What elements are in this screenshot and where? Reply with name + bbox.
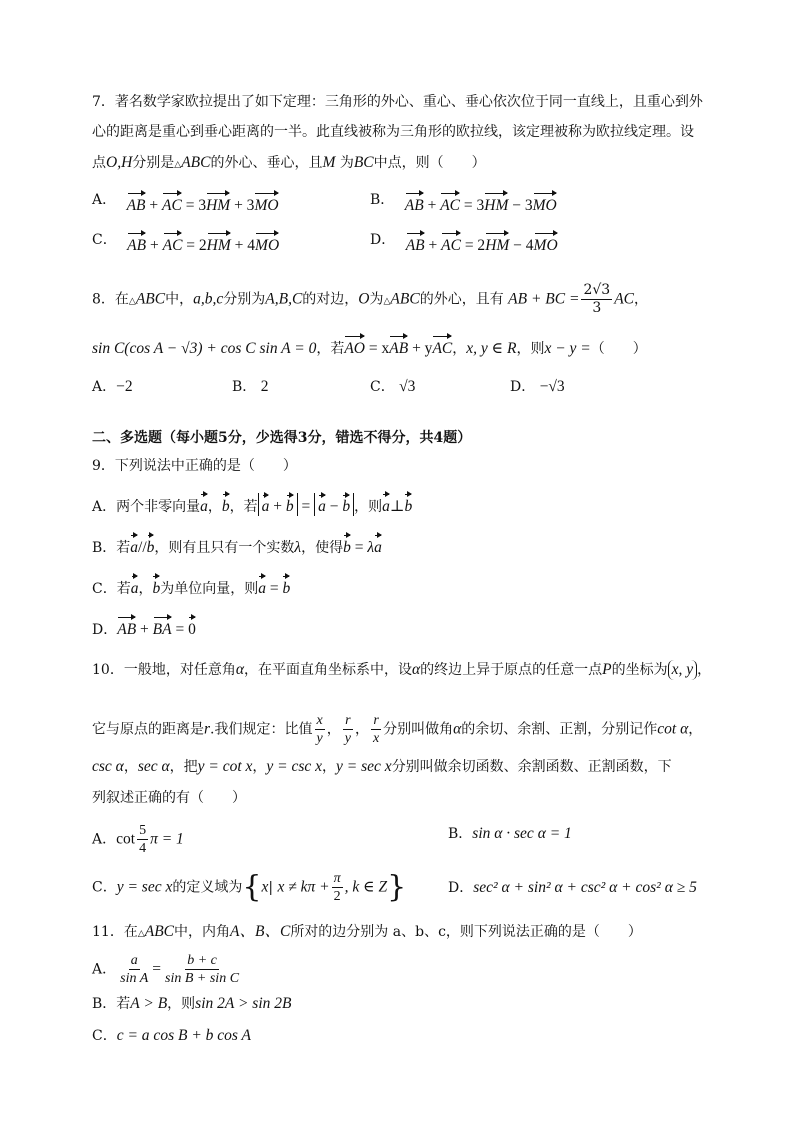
q9-text: B．若 [92,540,131,556]
q10-line3 [92,757,672,777]
q10-text: ， [252,759,267,775]
vector-b: b [404,492,412,517]
q7-d-op: − 4 [513,237,534,254]
q10-d-expr: sec² α + sin² α + csc² α + cos² α ≥ 5 [473,879,697,896]
q10-option-c[interactable]: C．y = sec x的定义域为{x| x ≠ kπ + $\frac{\pi}{2}$ , k ∈ Z} [92,869,407,905]
q8-text: 中， [165,291,194,308]
vector-a: a [382,492,390,517]
q9-option-d[interactable]: D．AB + BA = 0 [92,615,196,640]
vector-ba: BA [153,615,172,640]
q10-text: ，把 [169,759,198,775]
coord-xy: x, y [668,660,698,680]
option-label: B． [370,192,395,208]
csc-alpha: csc α [92,758,124,775]
q10-text: ， [688,721,703,738]
option-label: D． [448,880,474,896]
q10-b-expr: sin α · sec α = 1 [472,825,572,842]
q9-text: ，则有且只有一个实数 [154,540,295,556]
frac-den: y [344,731,351,746]
fraction-r-y [343,712,353,747]
frac-num: b + c [187,953,217,968]
q8-text: （ ） [590,341,647,357]
q11-text: ，则 [167,996,196,1012]
q7-d-expr: AB + AC = 2HM − 4MO [406,237,558,254]
q7-c-eq: = 2 [186,237,207,254]
q9-text: C．若 [92,581,131,597]
vector-b: b [343,533,351,558]
q7-line2: 心的距离是重心到垂心距离的一半。此直线被称为三角形的欧拉线，该定理被称为欧拉线定理。设 [92,124,694,140]
set-cond: x ≠ kπ + [277,878,330,896]
vector-a: a [318,493,326,516]
q8-equation: sin C(cos A − √3) + cos C sin A = 0 [92,340,317,357]
q8-text: 的对边， [302,291,359,308]
q7-m: M [322,154,336,171]
fraction-a-sinA [118,952,150,987]
q8-text: 分别为 [223,291,266,308]
frac-den: sin B + sin C [165,971,240,986]
q8-triangle: ABC [390,290,420,308]
q7-option-c[interactable] [92,230,279,256]
q10-text: 的定义域为 [172,879,243,896]
vector-mo: MO [533,191,557,216]
option-value: 2 [260,378,269,395]
option-label: A． [92,961,117,978]
q9-text: 为单位向量，则 [160,581,259,597]
q10-text: 分别叫做角 [383,721,454,738]
vector-a: a [200,492,208,517]
vector-a: a [258,574,266,599]
q10-text: 的终边上异于原点的任意一点 [420,662,603,678]
vector-b: b [286,493,294,516]
alpha: α [453,720,462,738]
q9-text: ，若 [229,499,258,515]
q8-text: 的外心，且有 [419,291,504,308]
frac-den: 2 [333,889,341,904]
q10-text: 的余切、余割、正割，分别记作 [461,721,658,738]
vector-ab: AB [406,231,425,256]
q8-o: O [358,290,370,308]
q11-option-a[interactable] [92,952,243,987]
q11-angles: A、B、C [230,923,291,940]
q10-text: ，在平面直角坐标系中，设 [243,662,412,678]
frac-den: sin A [120,971,149,986]
q8-eq: + y [412,340,433,357]
q10-text: 10．一般地，对任意角 [92,662,236,678]
option-label: C． [92,1028,117,1044]
zero-vector: 0 [188,615,196,640]
q7-c-expr: AB + AC = 2HM + 4MO [127,237,279,254]
set-var: x [261,878,269,896]
frac-den: x [372,731,380,746]
q8-angles: A,B,C [265,290,303,308]
q8-text: ， [452,341,467,357]
q10-text: ， [326,721,341,738]
q7-text: 点 [92,155,106,171]
q11-option-b[interactable] [92,994,291,1014]
option-label: C． [92,232,117,248]
q10-a-rest: π = 1 [150,830,184,848]
equals: = [354,539,364,556]
lambda: λ [294,539,302,556]
vector-a: a [374,533,382,558]
option-label: A． [92,379,117,395]
q9-option-c[interactable] [92,574,290,599]
equals: = [175,621,185,638]
option-label: D． [370,232,396,248]
y-sec: y = sec x [336,758,392,775]
q8-text: ，则 [516,341,545,357]
q10-text: ， [354,721,369,738]
q10-text: 分别叫做余切函数、余割函数、正割函数，下 [391,759,672,775]
frac-num: π [333,871,341,886]
option-value: √3 [399,378,416,395]
vector-ab: AB [117,615,136,640]
q7-points: O,H [106,154,133,171]
q7-a-op: + 3 [234,197,255,214]
vector-ac: AC [440,191,460,216]
q11-option-c[interactable] [92,1026,251,1046]
q8-triangle: ABC [135,290,166,308]
vector-ao: AO [344,334,365,359]
frac-den: 4 [139,841,147,856]
vector-hm: HM [484,191,508,216]
q9-text: A．两个非零向量 [92,499,201,515]
q10-c-func: y = sec x [116,878,173,896]
right-brace: } [387,869,407,905]
q7-text: 的外心、垂心，且 [210,155,323,171]
vector-a: a [131,574,139,599]
vector-ac: AC [441,231,461,256]
vector-a: a [262,493,270,516]
vector-ac: AC [162,191,182,216]
q9-option-b[interactable] [92,533,382,558]
triangle-symbol: △ [383,296,391,307]
frac-num: 2√3 [583,282,611,298]
frac-num: r [373,713,379,728]
vector-mo: MO [534,231,558,256]
q9-text: ，使得 [301,540,344,556]
q10-line4: 列叙述正确的有（ ） [92,790,246,806]
q8-eq: = x [368,340,390,357]
q9-option-a[interactable]: A．两个非零向量a，b，若 a + b = a − b ，则a⊥b [92,492,412,517]
q10-text: 的坐标为 [611,662,668,678]
vector-b: b [282,574,290,599]
q9-text: ， [138,581,153,597]
vector-b: b [222,492,230,517]
vector-hm: HM [485,231,509,256]
vector-a: a [130,533,138,558]
q10-option-d[interactable] [448,878,697,898]
q7-line1: 7．著名数学家欧拉提出了如下定理：三角形的外心、重心、垂心依次位于同一直线上，且重心到外 [92,94,703,110]
q7-text: 分别是 [132,155,175,171]
fraction-x-y [315,712,325,747]
q7-option-b[interactable] [370,190,557,216]
q8-ask: x − y = [544,340,591,357]
option-value: −√3 [539,378,565,395]
vector-ac: AC [432,334,452,359]
q8-text: 8．在 [92,291,129,308]
q11-triangle: ABC [144,923,175,940]
option-label: A． [92,192,117,208]
q10-text: 它与原点的距离是 [92,721,204,738]
q8-text: ， [634,291,649,308]
cot: cot [116,830,136,848]
q10-option-b[interactable] [448,824,572,844]
left-brace: { [242,869,262,905]
q8-eq-lhs: AB + BC = [508,290,580,308]
equals: = [269,580,279,597]
q11-c-expr: c = a cos B + b cos A [116,1027,251,1044]
alpha: α [411,661,421,678]
y-csc: y = csc x [266,758,323,775]
q8-option-a[interactable] [92,377,133,397]
q7-a-eq: = 3 [185,197,207,214]
q9-stem: 9．下列说法中正确的是（ ） [92,458,297,474]
q10-text: ， [322,759,337,775]
section-title: 二、多选题（每小题5分，少选得3分，错选不得分，共4题） [92,430,472,446]
q11-stem [92,922,642,944]
triangle-symbol: △ [128,296,136,307]
q9-text: D． [92,622,118,638]
triangle-symbol: △ [137,929,145,939]
fraction-pi-2 [332,870,343,905]
q11-b-cond: A > B [130,995,168,1012]
perp-symbol: ⊥ [389,498,405,515]
q9-text: ， [207,499,222,515]
vector-ab: AB [127,231,146,256]
parallel-symbol: // [138,539,147,556]
vector-b: b [342,493,350,516]
q9-text: ，则 [354,499,383,515]
frac-num: a [130,953,138,968]
option-label: B． [232,379,257,395]
q11-text: 中，内角 [174,924,231,940]
frac-den: y [316,731,323,746]
q11-b-res: sin 2A > sin 2B [195,995,292,1012]
q8-text: 为 [369,291,384,308]
q10-text: .我们规定：比值 [210,721,313,738]
q7-triangle: ABC [181,154,211,171]
q7-d-eq: = 2 [464,237,486,254]
q10-line2 [92,712,702,747]
q8-fraction [581,282,612,317]
option-label: A． [92,831,117,848]
q8-line1 [92,282,648,317]
vector-ab: AB [405,191,424,216]
y-cot: y = cot x [197,758,253,775]
frac-num: r [345,713,351,728]
point-p: P [602,661,612,678]
triangle-symbol: △ [174,160,182,170]
sec-alpha: sec α [137,758,170,775]
q11-text: 11．在 [92,924,138,940]
q8-text: ，若 [316,341,345,357]
alpha: α [235,661,244,678]
option-label: C． [92,879,117,896]
frac-den: 3 [592,300,602,316]
q8-option-c[interactable] [370,377,415,397]
q8-line2 [92,334,647,359]
frac-num: x [316,713,323,728]
fraction-bc-sinBC [163,952,241,987]
q7-c-op: + 4 [234,237,256,254]
vector-b: b [152,574,160,599]
r: r [204,720,211,738]
q10-text: ， [123,759,138,775]
q8-option-d[interactable] [510,377,565,397]
q7-option-a[interactable] [92,190,279,216]
vector-ac: AC [163,231,183,256]
cot-alpha: cot α [657,720,689,738]
vector-mo: MO [255,231,279,256]
q10-option-a[interactable] [92,822,184,857]
option-value: −2 [116,378,133,395]
q7-text: 为 [339,155,354,171]
option-label: D． [510,379,536,395]
option-label: B．若 [92,996,131,1012]
frac-num: 5 [139,823,147,838]
q8-eq-rhs: AC [614,290,635,308]
fraction-5-4 [137,822,148,857]
vector-hm: HM [207,231,231,256]
q8-option-b[interactable] [232,377,269,397]
option-label: B． [448,826,473,842]
q10-line1 [92,660,711,680]
q8-domain: x, y ∈ R [466,340,517,357]
vector-mo: MO [254,191,278,216]
vector-ab: AB [389,334,408,359]
q10-text: ， [697,662,712,678]
vector-ab: AB [127,191,146,216]
vector-hm: HM [206,191,230,216]
set-tail: , k ∈ Z [344,878,388,896]
lambda: λ [367,539,375,556]
q8-sides: a,b,c [193,290,224,308]
q7-b-op: − 3 [512,197,533,214]
equals: = [152,960,162,978]
fraction-r-x [371,712,381,747]
q7-line3 [92,153,486,175]
q7-b-eq: = 3 [463,197,485,214]
vector-b: b [147,533,155,558]
q7-text: 中点，则（ ） [373,155,486,171]
q7-bc: BC [353,154,374,171]
q7-option-d[interactable] [370,230,558,256]
option-label: C． [370,379,395,395]
q11-text: 所对的边分别为 a、b、c，则下列说法正确的是（ ） [290,924,642,940]
q7-b-expr: AB + AC = 3HM − 3MO [405,197,557,214]
q7-a-expr: AB + AC = 3HM + 3MO [127,197,279,214]
